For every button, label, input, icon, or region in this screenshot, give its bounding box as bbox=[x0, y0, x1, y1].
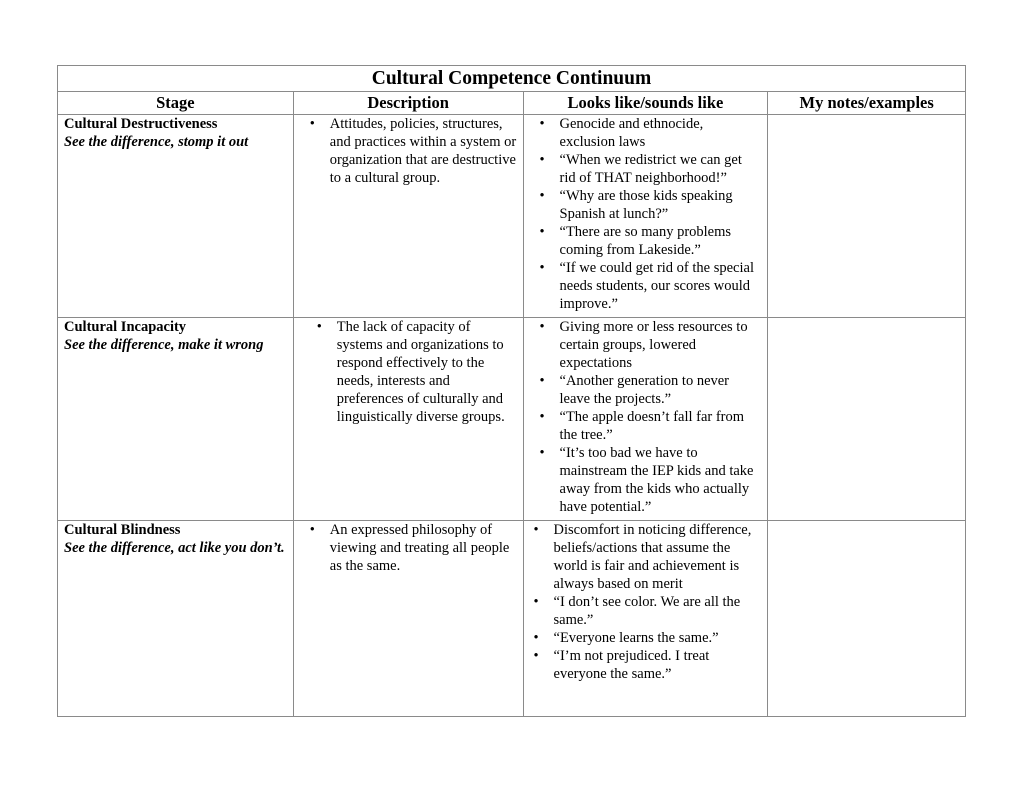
header-stage: Stage bbox=[58, 92, 294, 115]
list-item: • “Another generation to never leave the projects.” bbox=[560, 372, 762, 408]
table-row bbox=[58, 521, 966, 717]
description-cell bbox=[293, 521, 523, 717]
list-item: • Genocide and ethnocide, exclusion laws bbox=[560, 115, 762, 151]
looks-like-cell bbox=[523, 318, 768, 521]
table-row bbox=[58, 115, 966, 318]
list-item: • “Why are those kids speaking Spanish at lunch?” bbox=[560, 187, 762, 223]
looks-like-cell bbox=[523, 521, 768, 717]
header-row bbox=[58, 92, 966, 115]
list-item: • “It’s too bad we have to mainstream the IEP kids and take away from the kids who actually have potential.” bbox=[560, 444, 762, 516]
stage-name: Cultural Incapacity bbox=[64, 319, 187, 335]
header-description: Description bbox=[293, 92, 523, 115]
list-item: • “If we could get rid of the special needs students, our scores would improve.” bbox=[560, 259, 762, 313]
list-item: • The lack of capacity of systems and organizations to respond effectively to the needs, interests and preferences of culturally and linguistically diverse groups. bbox=[337, 318, 517, 426]
stage-cell bbox=[58, 318, 294, 521]
stage-name: Cultural Destructiveness bbox=[64, 116, 218, 132]
notes-cell[interactable] bbox=[768, 521, 966, 717]
list-item: • “Everyone learns the same.” bbox=[554, 629, 762, 647]
header-looks-like: Looks like/sounds like bbox=[523, 92, 768, 115]
table-title: Cultural Competence Continuum bbox=[58, 66, 966, 92]
list-item: • “The apple doesn’t fall far from the tree.” bbox=[560, 408, 762, 444]
header-notes: My notes/examples bbox=[768, 92, 966, 115]
stage-name: Cultural Blindness bbox=[64, 522, 181, 538]
list-item: • An expressed philosophy of viewing and treating all people as the same. bbox=[330, 521, 517, 575]
description-cell bbox=[293, 318, 523, 521]
notes-cell[interactable] bbox=[768, 115, 966, 318]
list-item: • “I don’t see color. We are all the same.” bbox=[554, 593, 762, 629]
list-item: • Giving more or less resources to certain groups, lowered expectations bbox=[560, 318, 762, 372]
list-item: • “When we redistrict we can get rid of THAT neighborhood!” bbox=[560, 151, 762, 187]
notes-cell[interactable] bbox=[768, 318, 966, 521]
stage-subtitle: See the difference, stomp it out bbox=[64, 134, 249, 150]
stage-subtitle: See the difference, act like you don’t. bbox=[64, 540, 285, 556]
description-cell bbox=[293, 115, 523, 318]
stage-cell bbox=[58, 521, 294, 717]
list-item: • Attitudes, policies, structures, and practices within a system or organization that are destructive to a cultural group. bbox=[330, 115, 517, 187]
list-item: • Discomfort in noticing difference, beliefs/actions that assume the world is fair and achievement is always based on merit bbox=[554, 521, 762, 593]
table-row bbox=[58, 318, 966, 521]
continuum-table bbox=[57, 65, 966, 717]
looks-like-cell bbox=[523, 115, 768, 318]
list-item: • “There are so many problems coming from Lakeside.” bbox=[560, 223, 762, 259]
stage-cell bbox=[58, 115, 294, 318]
stage-subtitle: See the difference, make it wrong bbox=[64, 337, 264, 353]
list-item: • “I’m not prejudiced. I treat everyone the same.” bbox=[554, 647, 762, 683]
